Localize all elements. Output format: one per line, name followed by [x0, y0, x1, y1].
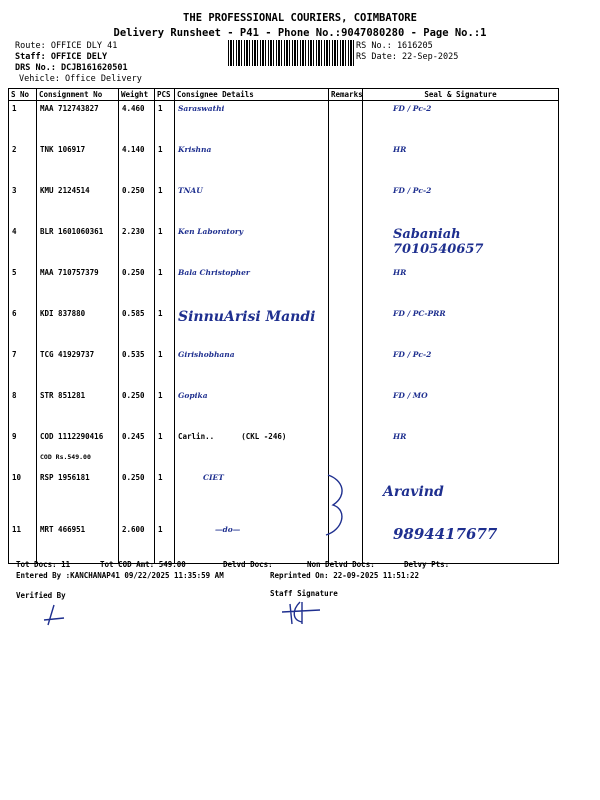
drs-label: DRS No.: DCJB161620501 [15, 63, 128, 73]
col-sno: S No [9, 89, 37, 101]
row-weight: 0.585 [119, 306, 155, 347]
row-seal: FD / Pc-2 [363, 347, 559, 388]
cod-amount: COD Rs.549.00 [40, 453, 91, 461]
row-consignment: KMU 2124514 [37, 183, 119, 224]
row-consignment: MAA 710757379 [37, 265, 119, 306]
vehicle-label: Vehicle: Office Delivery [19, 74, 142, 84]
table-row [9, 183, 559, 224]
tot-cod-amt: Tot COD Amt: 549.00 [100, 560, 186, 569]
row-remarks [329, 101, 363, 143]
row-sno: 11 [9, 522, 37, 564]
col-consignment: Consignment No [37, 89, 119, 101]
rs-no-label: RS No.: 1616205 [356, 41, 433, 51]
row-consignee: —do— [175, 522, 329, 564]
table-row [9, 347, 559, 388]
row-seal: Sabaniah 7010540657 [363, 224, 559, 265]
delvd-docs: Delvd Docs: [223, 560, 273, 569]
entered-by: Entered By :KANCHANAP41 09/22/2025 11:35:59 AM [16, 571, 224, 580]
row-consignee: Carlin.. (CKL -246) [175, 429, 329, 470]
table-row [9, 388, 559, 429]
row-seal: Aravind [363, 470, 559, 522]
table-row [9, 265, 559, 306]
row-seal: FD / Pc-2 [363, 101, 559, 143]
runsheet-table [8, 88, 559, 564]
row-consignment [37, 429, 119, 470]
rs-date-label: RS Date: 22-Sep-2025 [356, 52, 459, 62]
table-row [9, 306, 559, 347]
row-sno: 6 [9, 306, 37, 347]
row-weight: 0.250 [119, 388, 155, 429]
row-sno: 8 [9, 388, 37, 429]
row-remarks [329, 142, 363, 183]
row-consignee: Bala Christopher [175, 265, 329, 306]
row-consignee: Krishna [175, 142, 329, 183]
row-remarks [329, 183, 363, 224]
staff-signature-label: Staff Signature [270, 589, 338, 598]
row-pcs: 1 [155, 101, 175, 143]
col-pcs: PCS [155, 89, 175, 101]
row-sno: 7 [9, 347, 37, 388]
row-consignment: BLR 1601060361 [37, 224, 119, 265]
row-seal: HR [363, 429, 559, 470]
table-row [9, 522, 559, 564]
reprinted-on: Reprinted On: 22-09-2025 11:51:22 [270, 571, 420, 580]
row-seal: FD / Pc-2 [363, 183, 559, 224]
row-sno: 3 [9, 183, 37, 224]
row-consignment: TCG 41929737 [37, 347, 119, 388]
staff-signature-icon [280, 596, 340, 628]
row-weight: 4.460 [119, 101, 155, 143]
verified-signature-icon [40, 600, 70, 630]
row-remarks [329, 429, 363, 470]
row-consignment: TNK 106917 [37, 142, 119, 183]
table-row [9, 429, 559, 470]
row-pcs: 1 [155, 224, 175, 265]
row-weight: 0.535 [119, 347, 155, 388]
row-remarks [329, 306, 363, 347]
row-sno: 1 [9, 101, 37, 143]
row-pcs: 1 [155, 347, 175, 388]
table-row [9, 470, 559, 522]
row-pcs: 1 [155, 306, 175, 347]
row-sno: 4 [9, 224, 37, 265]
row-weight: 0.250 [119, 470, 155, 522]
row-pcs: 1 [155, 429, 175, 470]
row-consignee: TNAU [175, 183, 329, 224]
runsheet-subtitle: Delivery Runsheet - P41 - Phone No.:9047080280 - Page No.:1 [113, 27, 487, 39]
row-remarks [329, 224, 363, 265]
tot-docs: Tot Docs: 11 [16, 560, 71, 569]
non-delvd-docs: Non Delvd Docs: [307, 560, 375, 569]
row-pcs: 1 [155, 388, 175, 429]
table-row [9, 101, 559, 143]
route-label: Route: OFFICE DLY 41 [15, 41, 118, 51]
row-consignee: CIET [175, 470, 329, 522]
row-seal: HR [363, 265, 559, 306]
col-remarks: Remarks [329, 89, 363, 101]
col-consignee: Consignee Details [175, 89, 329, 101]
row-consignee: Ken Laboratory [175, 224, 329, 265]
row-seal: FD / PC-PRR [363, 306, 559, 347]
row-pcs: 1 [155, 183, 175, 224]
row-weight: 0.245 [119, 429, 155, 470]
row-pcs: 1 [155, 265, 175, 306]
row-consignee: SinnuArisi Mandi [175, 306, 329, 347]
row-sno: 10 [9, 470, 37, 522]
row-seal: HR [363, 142, 559, 183]
row-consignment-no: COD 1112290416 [40, 432, 104, 441]
delvy-pts: Delvy Pts: [404, 560, 450, 569]
row-consignment: MAA 712743827 [37, 101, 119, 143]
row-remarks [329, 265, 363, 306]
row-consignee: Gopika [175, 388, 329, 429]
row-weight: 2.230 [119, 224, 155, 265]
row-consignment: RSP 1956181 [37, 470, 119, 522]
row-consignee: Girishobhana [175, 347, 329, 388]
row-weight: 0.250 [119, 183, 155, 224]
row-seal: 9894417677 [363, 522, 559, 564]
row-consignment: MRT 466951 [37, 522, 119, 564]
col-weight: Weight [119, 89, 155, 101]
row-weight: 4.140 [119, 142, 155, 183]
row-remarks [329, 388, 363, 429]
company-title: THE PROFESSIONAL COURIERS, COIMBATORE [183, 12, 417, 24]
row-remarks [329, 347, 363, 388]
col-seal: Seal & Signature [363, 89, 559, 101]
row-pcs: 1 [155, 470, 175, 522]
row-weight: 0.250 [119, 265, 155, 306]
staff-label: Staff: OFFICE DELY [15, 52, 108, 62]
table-row [9, 224, 559, 265]
row-consignee: Saraswathi [175, 101, 329, 143]
row-sno: 9 [9, 429, 37, 470]
table-row [9, 142, 559, 183]
row-sno: 5 [9, 265, 37, 306]
row-weight: 2.600 [119, 522, 155, 564]
row-sno: 2 [9, 142, 37, 183]
brace-signature-icon [318, 470, 358, 540]
row-consignment: STR 851281 [37, 388, 119, 429]
row-seal: FD / MO [363, 388, 559, 429]
barcode-image [228, 40, 354, 66]
row-pcs: 1 [155, 522, 175, 564]
row-consignment: KDI 837880 [37, 306, 119, 347]
table-header-row [9, 89, 559, 101]
row-pcs: 1 [155, 142, 175, 183]
verified-by-label: Verified By [16, 591, 66, 600]
